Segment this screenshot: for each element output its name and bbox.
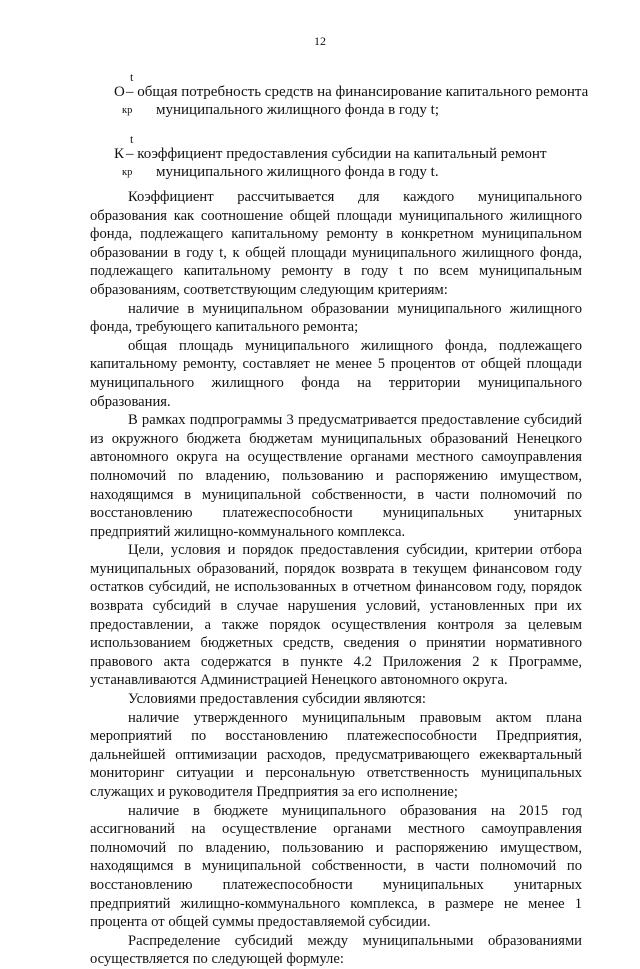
paragraph-coefficient: Коэффициент рассчитывается для каждого муниципального образования как соотношение общей площади муниципального жилищного фонда, подлежащего капитальному ремонту в конкретном муниципальном образовании в году t, к общей площади муниципального жилищного фонда, подлежащего капитальному ремонту в году t по всем муниципальным образованиям, соответствующим следующим критериям: [90,189,582,298]
page-number: 12 [314,34,326,48]
definition-subscript: кр [122,105,133,116]
paragraph-criterion-1: наличие в муниципальном образовании муниципального жилищного фонда, требующего капитального ремонта; [90,300,582,336]
paragraph-distribution: Распределение субсидий между муниципальными образованиями осуществляется по следующей формуле: [90,932,582,968]
definition-text-line1: – общая потребность средств на финансирование капитального ремонта [126,84,589,100]
paragraph-goals-conditions: Цели, условия и порядок предоставления субсидии, критерии отбора муниципальных образований, порядок возврата в текущем финансовом году остатков субсидий, не использованных в отчетном финансовом году, порядок возврата субсидий в случае нарушения условий, установленных при их предоставлении, а также порядок осуществления контроля за целевым использованием бюджетных средств, сведения о принятии нормативного правового акта содержатся в пункте 4.2 Приложения 2 к Программе, устанавливаются Администрацией Ненецкого автономного округа. [90,542,582,689]
paragraph-criterion-2: общая площадь муниципального жилищного фонда, подлежащего капитальному ремонту, составляет не менее 5 процентов от общей площади муниципального жилищного фонда на территории муниципального образования. [90,337,582,410]
definition-text-line2: муниципального жилищного фонда в году t. [156,164,439,180]
definition-subscript: кр [122,167,133,178]
definition-superscript: t [130,70,134,84]
definition-text-line1: – коэффициент предоставления субсидии на капитальный ремонт [126,146,547,162]
paragraph-subprogram-3: В рамках подпрограммы 3 предусматривается предоставление субсидий из окружного бюджета бюджетам муниципальных образований Ненецкого автономного округа на осуществление органами местного самоуправления полномочий по владению, пользованию и распоряжению имуществом, находящимся в муниципальной собственности, в части полномочий по восстановлению платежеспособности муниципальных унитарных предприятий жилищно-коммунального комплекса. [90,412,582,540]
definition-text-line2: муниципального жилищного фонда в году t; [156,102,439,118]
paragraph-condition-1: наличие утвержденного муниципальным правовым актом плана мероприятий по восстановлению платежеспособности Предприятия, дальнейшей оптимизации расходов, предусматривающего ежеквартальный мониторинг ситуации и персональную ответственность муниципальных служащих и руководителя Предприятия за его исполнение; [90,709,582,800]
definition-symbol: К [114,146,125,162]
paragraph-conditions-heading: Условиями предоставления субсидии являются: [128,691,426,708]
definition-symbol: О [114,84,125,100]
body-text [90,188,582,969]
definition-superscript: t [130,132,134,146]
paragraph-condition-2: наличие в бюджете муниципального образования на 2015 год ассигнований на осуществление органами местного самоуправления полномочий по владению, пользованию и распоряжению имуществом, находящимся в муниципальной собственности, в части полномочий по восстановлению платежеспособности муниципальных унитарных предприятий жилищно-коммунального комплекса, в размере не менее 1 процента от общей суммы предоставляемой субсидии. [90,802,582,931]
